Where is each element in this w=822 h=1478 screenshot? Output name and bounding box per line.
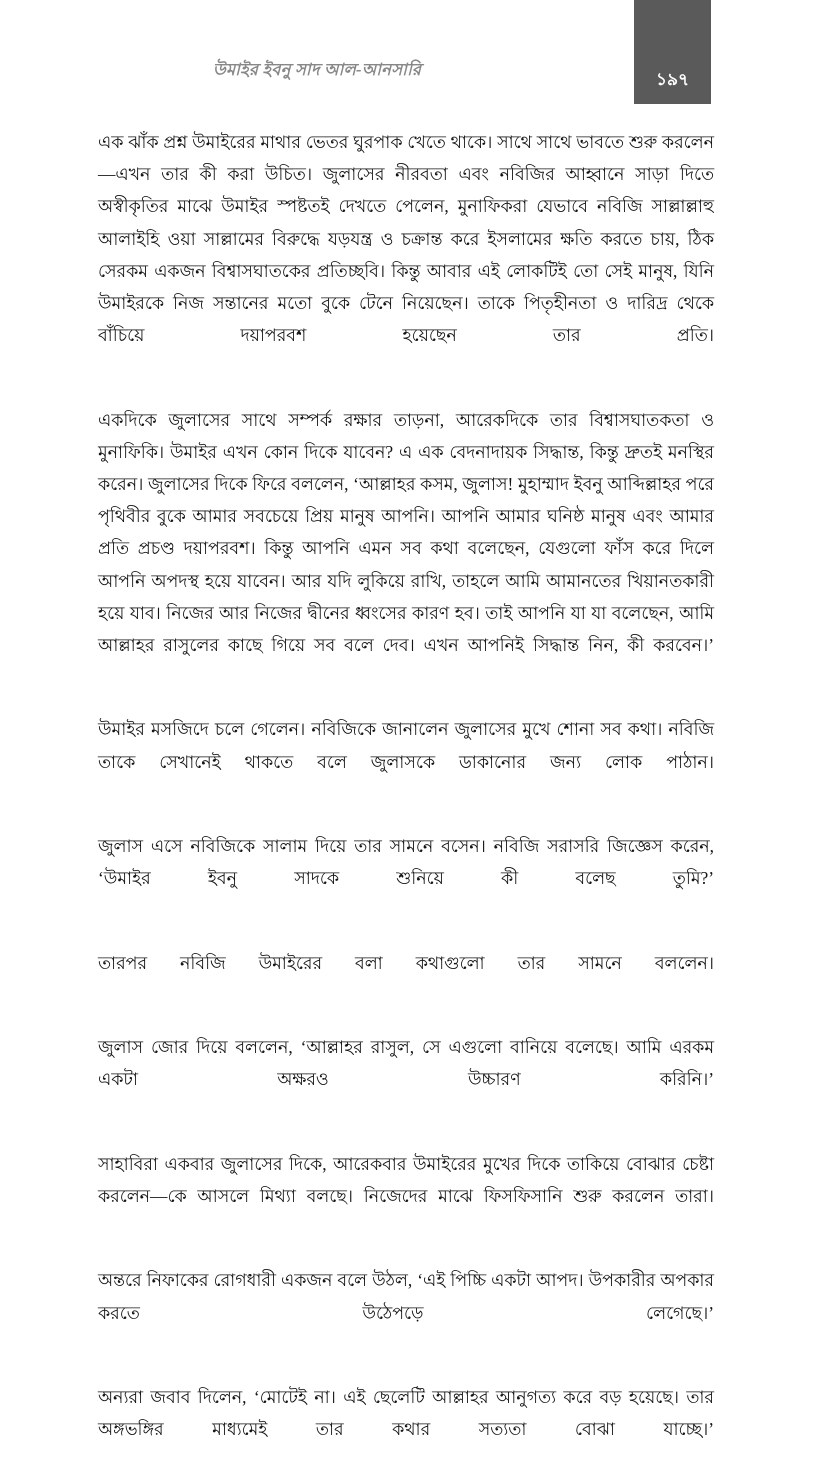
body-paragraph: তারপর নবিজি উমাইরের বলা কথাগুলো তার সামনে বললেন। (98, 952, 714, 973)
body-text-column (98, 126, 714, 1478)
page-number-block (634, 0, 711, 104)
page-number: ১৯৭ (655, 70, 690, 89)
body-paragraph: অন্তরে নিফাকের রোগধারী একজন বলে উঠল, ‘এই পিচ্চি একটা আপদ। উপকারীর অপকার করতে উঠেপড়ে লেগেছে।’ (98, 1270, 714, 1323)
body-paragraph: জুলাস এসে নবিজিকে সালাম দিয়ে তার সামনে বসেন। নবিজি সরাসরি জিজ্ঞেস করেন, ‘উমাইর ইবনু সাদকে শুনিয়ে কী বলেছ তুমি?’ (98, 836, 714, 889)
body-paragraph: জুলাস জোর দিয়ে বললেন, ‘আল্লাহর রাসুল, সে এগুলো বানিয়ে বলেছে। আমি এরকম একটা অক্ষরও উচ্চারণ করিনি।’ (98, 1037, 714, 1090)
running-head (0, 0, 822, 112)
body-paragraph: অন্যরা জবাব দিলেন, ‘মোটেই না। এই ছেলেটি আল্লাহর আনুগত্য করে বড় হয়েছে। তার অঙ্গভঙ্গির মাধ্যমেই তার কথার সত্যতা বোঝা যাচ্ছে।’ (98, 1386, 714, 1440)
body-paragraph: একদিকে জুলাসের সাথে সম্পর্ক রক্ষার তাড়না, আরেকদিকে তার বিশ্বাসঘাতকতা ও মুনাফিকি। উমাইর এখন কোন দিকে যাবেন? এ এক বেদনাদায়ক সিদ্ধান্ত, কিন্তু দ্রুতই মনস্থির করেন। জুলাসের দিকে ফিরে বললেন, ‘আল্লাহর কসম, জুলাস! মুহাম্মাদ ইবনু আব্দিল্লাহর পরে পৃথিবীর বুকে আমার সবচেয়ে প্রিয় মানুষ আপনি। আপনি আমার ঘনিষ্ঠ মানুষ এবং আমার প্রতি প্রচণ্ড দয়াপরবশ। কিন্তু আপনি এমন সব কথা বলেছেন, যেগুলো ফাঁস করে দিলে আপনি অপদস্থ হয়ে যাবেন। আর যদি লুকিয়ে রাখি, তাহলে আমি আমানতের খিয়ানতকারী হয়ে যাব। নিজের আর নিজের দ্বীনের ধ্বংসের কারণ হব। তাই আপনি যা যা বলেছেন, আমি আল্লাহর রাসুলের কাছে গিয়ে সব বলে দেব। এখন আপনিই সিদ্ধান্ত নিন, কী করবেন।’ (98, 409, 714, 656)
body-paragraph: এক ঝাঁক প্রশ্ন উমাইরের মাথার ভেতর ঘুরপাক খেতে থাকে। সাথে সাথে ভাবতে শুরু করলেন—এখন তার কী করা উচিত। জুলাসের নীরবতা এবং নবিজির আহ্বানে সাড়া দিতে অস্বীকৃতির মাঝে উমাইর স্পষ্টতই দেখতে পেলেন, মুনাফিকরা যেভাবে নবিজি সাল্লাল্লাহু আলাইহি ওয়া সাল্লামের বিরুদ্ধে যড়যন্ত্র ও চক্রান্ত করে ইসলামের ক্ষতি করতে চায়, ঠিক সেরকম একজন বিশ্বাসঘাতকের প্রতিচ্ছবি। কিন্তু আবার এই লোকটিই তো সেই মানুষ, যিনি উমাইরকে নিজ সন্তানের মতো বুকে টেনে নিয়েছেন। তাকে পিতৃহীনতা ও দারিদ্র থেকে বাঁচিয়ে দয়াপরবশ হয়েছেন তার প্রতি। (98, 132, 714, 346)
running-head-title: উমাইর ইবনু সাদ আল-আনসারি (212, 60, 422, 79)
body-paragraph: সাহাবিরা একবার জুলাসের দিকে, আরেকবার উমাইরের মুখের দিকে তাকিয়ে বোঝার চেষ্টা করলেন—কে আসলে মিথ্যা বলছে। নিজেদের মাঝে ফিসফিসানি শুরু করলেন তারা। (98, 1153, 714, 1206)
body-paragraph: উমাইর মসজিদে চলে গেলেন। নবিজিকে জানালেন জুলাসের মুখে শোনা সব কথা। নবিজি তাকে সেখানেই থাকতে বলে জুলাসকে ডাকানোর জন্য লোক পাঠান। (98, 719, 714, 772)
